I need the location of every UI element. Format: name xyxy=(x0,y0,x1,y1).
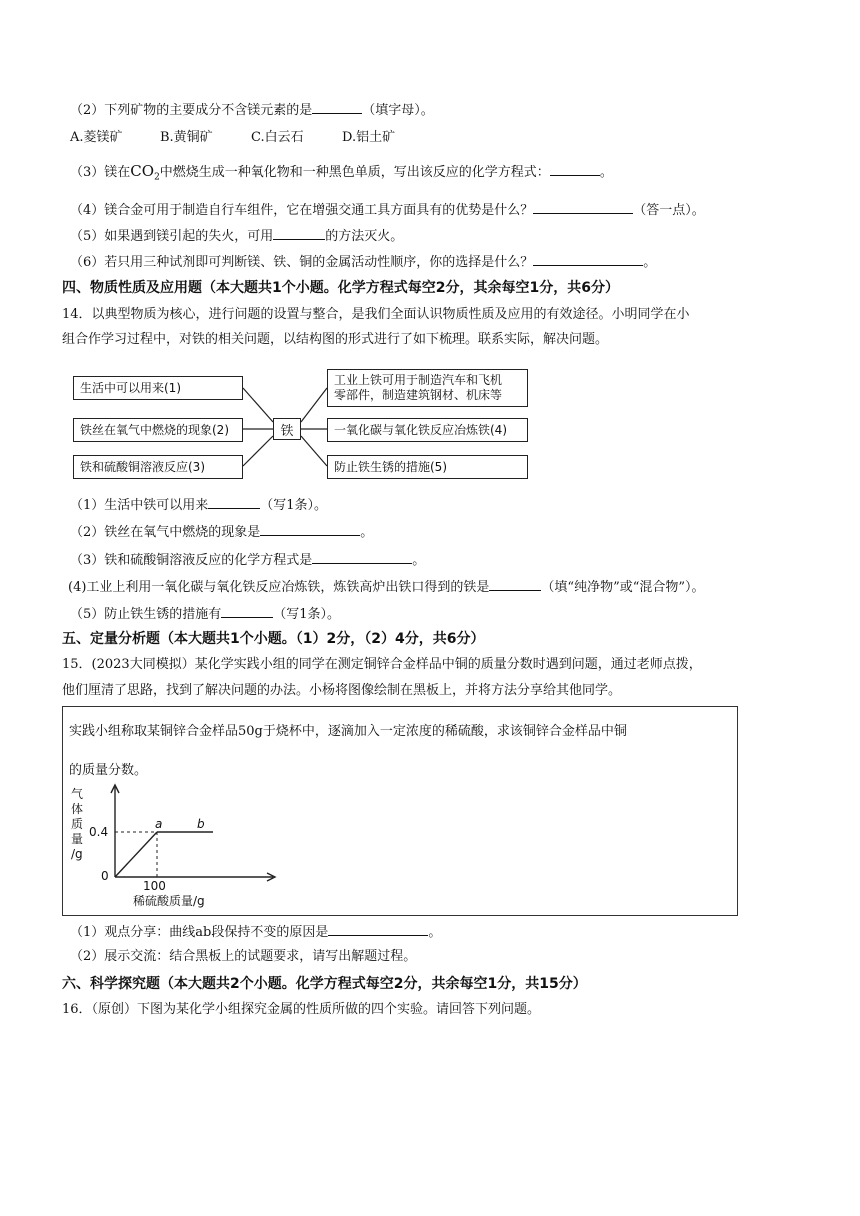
section6-heading: 六、科学探究题（本大题共2个小题。化学方程式每空2分，共余每空1分，共15分） xyxy=(62,976,587,992)
q15-part2: （2）展示交流：结合黑板上的试题要求，请写出解题过程。 xyxy=(70,949,417,964)
q13-part4: （4）镁合金可用于制造自行车组件，它在增强交通工具方面具有的优势是什么？ （答一点）。 xyxy=(70,200,705,220)
q13-part3: （3）镁在$CO_2$中燃烧生成一种氧化物和一种黑色单质，写出该反应的化学方程式： 。 xyxy=(70,162,613,183)
graph-origin: 0 xyxy=(101,869,109,883)
graph-y-label: 气 体 质 量 /g xyxy=(71,787,84,861)
diagram-box-cuso4: 铁和硫酸铜溶液反应(3) xyxy=(73,455,243,479)
diagram-box-smelting: 一氧化碳与氧化铁反应冶炼铁(4) xyxy=(327,418,528,442)
diagram-industry-line2: 零部件，制造建筑钢材、机床等 xyxy=(334,388,503,402)
board-text-line1: 实践小组称取某铜锌合金样品50g于烧杯中，逐滴加入一定浓度的稀硫酸，求该铜锌合金样品中铜 xyxy=(69,724,627,739)
graph-x-tick: 100 xyxy=(143,879,166,893)
q13-part6: （6）若只用三种试剂即可判断镁、铁、铜的金属活动性顺序，你的选择是什么？ 。 xyxy=(70,252,656,272)
graph-point-a: a xyxy=(155,817,163,831)
option-a: A.菱镁矿 xyxy=(70,130,123,145)
q14-part3: （3）铁和硫酸铜溶液反应的化学方程式是 。 xyxy=(70,550,425,570)
q14-intro-line1: 14．以典型物质为核心，进行问题的设置与整合，是我们全面认识物质性质及应用的有效途径。小明同学在小 xyxy=(62,307,690,322)
q14-part2: （2）铁丝在氧气中燃烧的现象是 。 xyxy=(70,522,373,542)
q13-part5: （5）如果遇到镁引起的失火，可用 的方法灭火。 xyxy=(70,226,403,246)
diagram-box-rust: 防止铁生锈的措施(5) xyxy=(327,455,528,479)
diagram-box-industry xyxy=(327,369,528,407)
q14-part5: （5）防止铁生锈的措施有 （写1条）。 xyxy=(70,604,340,624)
q15-intro-line2: 他们厘清了思路，找到了解决问题的办法。小杨将图像绘制在黑板上，并将方法分享给其他同学。 xyxy=(62,683,622,698)
diagram-industry-line1: 工业上铁可用于制造汽车和飞机 xyxy=(334,373,503,387)
option-b: B.黄铜矿 xyxy=(160,130,213,145)
graph-point-b: b xyxy=(197,817,205,831)
option-c: C.白云石 xyxy=(251,130,304,145)
q14-intro-line2: 组合作学习过程中，对铁的相关问题，以结构图的形式进行了如下梳理。联系实际，解决问题。 xyxy=(62,332,609,347)
board-text-line2: 的质量分数。 xyxy=(69,763,148,778)
q15-intro-line1: 15．(2023大同模拟）某化学实践小组的同学在测定铜锌合金样品中铜的质量分数时遇到问题，通过老师点拨， xyxy=(62,657,702,672)
q15-part1: （1）观点分享：曲线ab段保持不变的原因是 。 xyxy=(70,922,441,942)
graph-y-tick: 0.4 xyxy=(89,825,109,839)
diagram-center-iron: 铁 xyxy=(273,418,301,440)
q14-part4: (4)工业上利用一氧化碳与氧化铁反应冶炼铁，炼铁高炉出铁口得到的铁是 （填“纯净物”或“混合物”）。 xyxy=(68,577,705,597)
section5-heading: 五、定量分析题（本大题共1个小题。（1）2分，（2）4分，共6分） xyxy=(62,631,485,647)
graph-x-label: 稀硫酸质量/g xyxy=(133,894,205,908)
section4-heading: 四、物质性质及应用题（本大题共1个小题。化学方程式每空2分，其余每空1分，共6分） xyxy=(62,280,619,296)
q13-part2: （2）下列矿物的主要成分不含镁元素的是 （填字母）。 xyxy=(70,100,434,120)
diagram-box-burning: 铁丝在氧气中燃烧的现象(2) xyxy=(73,418,243,442)
q16-intro: 16．（原创）下图为某化学小组探究金属的性质所做的四个实验。请回答下列问题。 xyxy=(62,1002,541,1017)
blackboard-frame xyxy=(62,706,738,916)
option-d: D.铝土矿 xyxy=(342,130,396,145)
diagram-box-daily-use: 生活中可以用来(1) xyxy=(73,376,243,400)
q14-part1: （1）生活中铁可以用来 （写1条）。 xyxy=(70,495,327,515)
